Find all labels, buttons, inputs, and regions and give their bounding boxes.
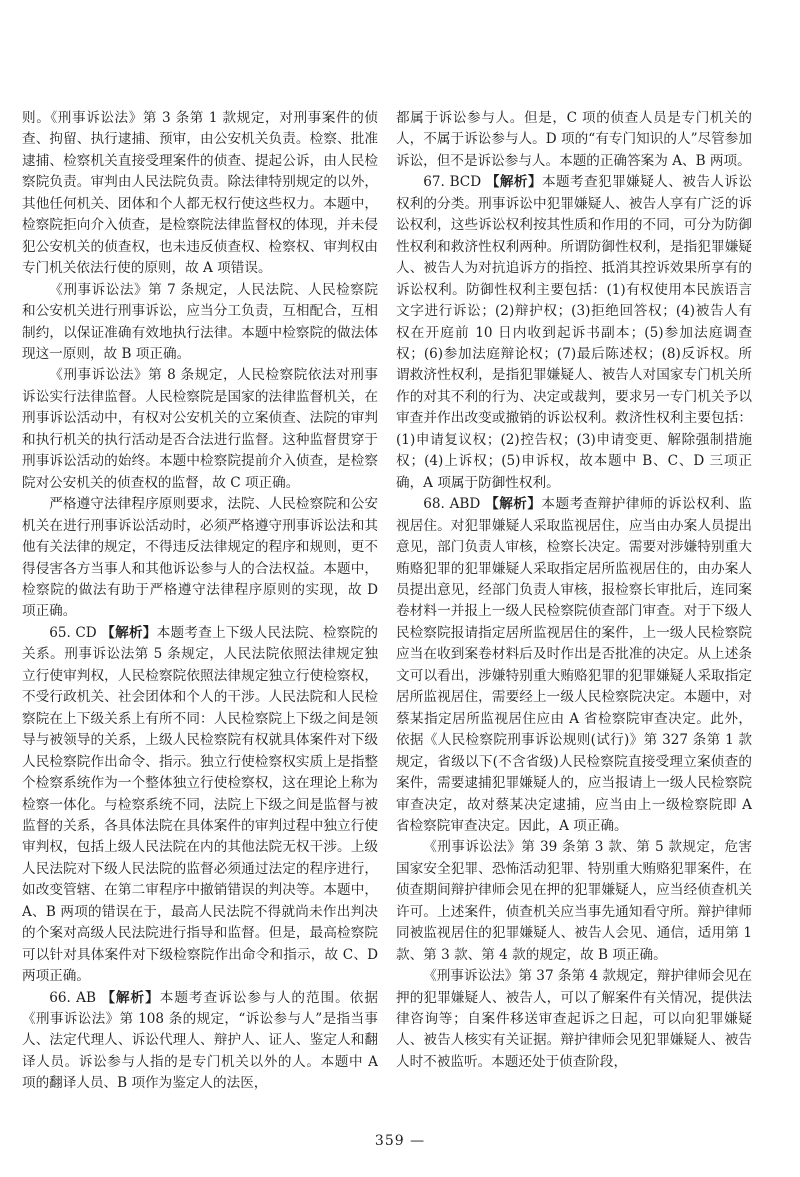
page-number: 359 — bbox=[374, 1133, 426, 1149]
question-number: 68. ABD bbox=[423, 496, 481, 513]
paragraph: 《刑事诉讼法》第 8 条规定，人民检察院依法对刑事诉讼实行法律监督。人民检察院是国家的法律监督机关，在刑事诉讼活动中，有权对公安机关的立案侦查、法院的审判和执行机关的执行活动是否合法进行监督。这种监督贯穿于刑事诉讼活动的始终。本题中检察院提前介入侦查，是检察院对公安机关的侦查权的监督，故 C 项正确。 bbox=[22, 367, 378, 491]
paragraph: 则。《刑事诉讼法》第 3 条第 1 款规定，对刑事案件的侦查、拘留、执行逮捕、预审，由公安机关负责。检察、批准逮捕、检察机关直接受理案件的侦查、提起公诉，由人民检察院负责。审判由人民法院负责。除法律特别规定的以外，其他任何机关、团体和个人都无权行使这些权力。本题中，检察院拒向介入侦查，是检察院法律监督权的体现，并未侵犯公安机关的侦查权，也未违反侦查权、检察权、审判权由专门机关依法行使的原则，故 A 项错误。 bbox=[22, 110, 378, 277]
paragraph: 都属于诉讼参与人。但是，C 项的侦查人员是专门机关的人，不属于诉讼参与人。D 项的“有专门知识的人”尽管参加诉讼，但不是诉讼参与人。本题的正确答案为 A、B 两项。 bbox=[396, 110, 752, 169]
analysis-tag: 【解析】 bbox=[485, 496, 542, 513]
question-number: 66. AB bbox=[49, 989, 96, 1006]
paragraph-text: 本题考查上下级人民法院、检察院的关系。刑事诉讼法第 5 条规定，人民法院依照法律规定独立行使审判权，人民检察院依照法律规定独立行使检察权，不受行政机关、社会团体和个人的干涉。人民法院和人民检察院在上下级关系上有所不同：人民检察院上下级之间是领导与被领导的关系，上级人民检察院有权就具体案件对下级人民检察院作出命令、指示。独立行使检察权实质上是指整个检察系统作为一个整体独立行使检察权，这在理论上称为检察一体化。与检察系统不同，法院上下级之间是监督与被监督的关系，各具体法院在具体案件的审判过程中独立行使审判权，包括上级人民法院在内的其他法院无权干涉。上级人民法院对下级人民法院的监督必须通过法定的程序进行，如改变管辖、在第二审程序中撤销错误的判决等。本题中，A、B 两项的错误在于，最高人民法院不得就尚未作出判决的个案对高级人民法院进行指导和监督。但是，最高检察院可以针对具体案件对下级检察院作出命令和指示，故 C、D 两项正确。 bbox=[22, 624, 378, 985]
question-number: 65. CD bbox=[49, 624, 97, 641]
answer-paragraph-67 bbox=[396, 172, 752, 494]
paragraph-text: 本题考查辩护律师的诉讼权利、监视居住。对犯罪嫌疑人采取监视居住，应当由办案人员提出意见，部门负责人审核，检察长决定。需要对涉嫌特别重大贿赂犯罪的犯罪嫌疑人采取指定居所监视居住的，由办案人员提出意见，经部门负责人审核，报检察长审批后，连同案卷材料一并报上一级人民检察院侦查部门审查。对于下级人民检察院报请指定居所监视居住的案件，上一级人民检察院应当在收到案卷材料后及时作出是否批准的决定。从上述条文可以看出，涉嫌特别重大贿赂犯罪的犯罪嫌疑人采取指定居所监视居住，需要经上一级人民检察院决定。本题中，对蔡某指定居所监视居住应由 A 省检察院审查决定。此外，依据《人民检察院刑事诉讼规则(试行)》第 327 条第 1 款规定，省级以下(不含省级)人民检察院直接受理立案侦查的案件，需要逮捕犯罪嫌疑人的，应当报请上一级人民检察院审查决定，故对蔡某决定逮捕，应当由上一级检察院即 A 省检察院审查决定。因此，A 项正确。 bbox=[396, 496, 753, 834]
answer-paragraph-65 bbox=[22, 623, 378, 988]
question-number: 67. BCD bbox=[423, 174, 482, 191]
paragraph: 《刑事诉讼法》第 39 条第 3 款、第 5 款规定，危害国家安全犯罪、恐怖活动犯罪、特别重大贿赂犯罪案件，在侦查期间辩护律师会见在押的犯罪嫌疑人，应当经侦查机关许可。上述案件，侦查机关应当事先通知看守所。辩护律师同被监视居住的犯罪嫌疑人、被告人会见、通信，适用第 1 款、第 3 款、第 4 款的规定，故 B 项正确。 bbox=[396, 839, 752, 963]
answer-paragraph-68 bbox=[396, 494, 752, 837]
paragraph: 严格遵守法律程序原则要求，法院、人民检察院和公安机关在进行刑事诉讼活动时，必须严格遵守刑事诉讼法和其他有关法律的规定，不得违反法律规定的程序和规则，更不得侵害各方当事人和其他诉讼参与人的合法权益。本题中，检察院的做法有助于严格遵守法律程序原则的实现，故 D 项正确。 bbox=[22, 496, 378, 620]
paragraph-text: 本题考查犯罪嫌疑人、被告人诉讼权利的分类。刑事诉讼中犯罪嫌疑人、被告人享有广泛的诉讼权利，这些诉讼权利按其性质和作用的不同，可分为防御性权利和救济性权利两种。所谓防御性权利，是指犯罪嫌疑人、被告人为对抗追诉方的指控、抵消其控诉效果所享有的诉讼权利。防御性权利主要包括：(1)有权使用本民族语言文字进行诉讼；(2)辩护权；(3)拒绝回答权；(4)被告人有权在开庭前 10 日内收到起诉书副本；(5)参加法庭调查权；(6)参加法庭辩论权；(7)最后陈述权；(8)反诉权。所谓救济性权利，是指犯罪嫌疑人、被告人对国家专门机关所作的对其不利的行为、决定或裁判，要求另一专门机关予以审查并作出改变或撤销的诉讼权利。救济性权利主要包括：(1)申请复议权；(2)控告权；(3)申请变更、解除强制措施权；(4)上诉权；(5)申诉权，故本题中 B、C、D 三项正确，A 项属于防御性权利。 bbox=[396, 174, 753, 491]
analysis-tag: 【解析】 bbox=[101, 989, 160, 1006]
right-column bbox=[396, 108, 752, 1073]
analysis-tag: 【解析】 bbox=[485, 174, 542, 191]
answer-paragraph-66 bbox=[22, 988, 378, 1095]
left-column bbox=[22, 108, 378, 1095]
paragraph-text: 本题考查诉讼参与人的范围。依据《刑事诉讼法》第 108 条的规定，“诉讼参与人”是指当事人、法定代理人、诉讼代理人、辩护人、证人、鉴定人和翻译人员。诉讼参与人指的是专门机关以外的人。本题中 A 项的翻译人员、B 项作为鉴定人的法医， bbox=[22, 989, 379, 1092]
paragraph: 《刑事诉讼法》第 37 条第 4 款规定，辩护律师会见在押的犯罪嫌疑人、被告人，可以了解案件有关情况，提供法律咨询等；自案件移送审查起诉之日起，可以向犯罪嫌疑人、被告人核实有关证据。辩护律师会见犯罪嫌疑人、被告人时不被监听。本题还处于侦查阶段， bbox=[396, 968, 752, 1070]
paragraph: 《刑事诉讼法》第 7 条规定，人民法院、人民检察院和公安机关进行刑事诉讼，应当分工负责，互相配合，互相制约，以保证准确有效地执行法律。本题中检察院的做法体现这一原则，故 B 项正确。 bbox=[22, 281, 378, 362]
analysis-tag: 【解析】 bbox=[101, 624, 157, 641]
